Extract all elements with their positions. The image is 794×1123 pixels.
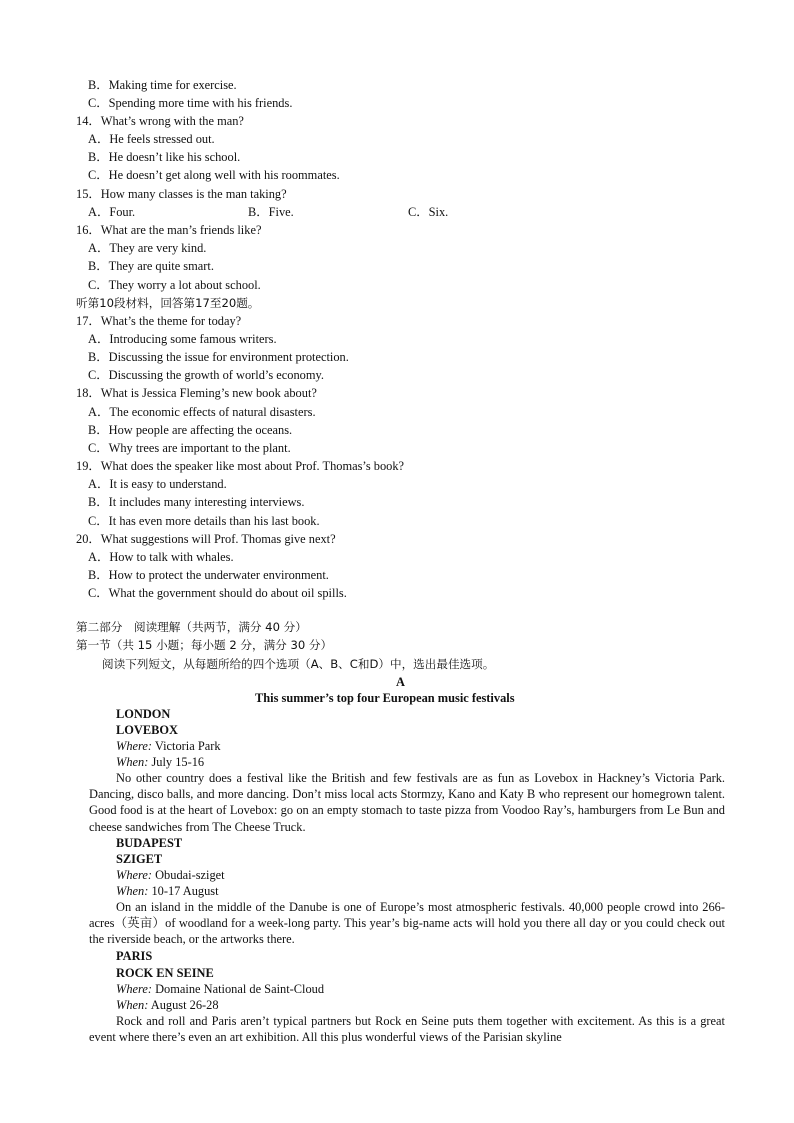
where-label: Where: bbox=[116, 739, 153, 753]
when-value: 10-17 August bbox=[148, 884, 219, 898]
option-c: C．Why trees are important to the plant. bbox=[88, 441, 291, 455]
question-stem: 16．What are the man’s friends like? bbox=[76, 223, 262, 237]
when-label: When: bbox=[116, 755, 149, 769]
question-stem: 15．How many classes is the man taking? bbox=[76, 187, 287, 201]
listening-instruction: 听第10段材料，回答第17至20题。 bbox=[76, 296, 260, 310]
when-label: When: bbox=[116, 998, 149, 1012]
festival-when bbox=[116, 883, 219, 899]
option-b: B．How people are affecting the oceans. bbox=[88, 423, 293, 437]
festival-description: Rock and roll and Paris aren’t typical partners but Rock en Seine puts them together with excitement. As this is a great event where there’s even an art exhibition. All this plus wonderful views of the Parisian skyline bbox=[89, 1014, 725, 1045]
option-b: B．Discussing the issue for environment protection. bbox=[88, 350, 349, 364]
festival-city: PARIS bbox=[116, 949, 153, 963]
question-stem: 19．What does the speaker like most about Prof. Thomas’s book? bbox=[76, 459, 405, 473]
festival-description: On an island in the middle of the Danube is one of Europe’s most atmospheric festivals. 40,000 people crowd into 266-acres（英亩）of woodland for a week-long party. This year’s big-name acts will hold you there all day or you could check out the riverside beach, or the artworks there. bbox=[89, 900, 725, 947]
festival-name: LOVEBOX bbox=[116, 723, 178, 737]
reading-instruction: 阅读下列短文，从每题所给的四个选项（A、B、C和D）中，选出最佳选项。 bbox=[102, 657, 495, 671]
where-label: Where: bbox=[116, 982, 153, 996]
festival-where bbox=[116, 981, 324, 997]
festival-name: SZIGET bbox=[116, 852, 163, 866]
option-b: B．They are quite smart. bbox=[88, 259, 214, 273]
passage-title: This summer’s top four European music festivals bbox=[255, 691, 515, 705]
where-value: Domaine National de Saint-Cloud bbox=[152, 982, 325, 996]
festival-where bbox=[116, 867, 225, 883]
option-a: A．Introducing some famous writers. bbox=[88, 332, 277, 346]
passage-letter: A bbox=[396, 675, 405, 689]
festival-city: BUDAPEST bbox=[116, 836, 183, 850]
option-c: C．He doesn’t get along well with his roommates. bbox=[88, 168, 340, 182]
festival-description: No other country does a festival like the British and few festivals are as fun as Lovebox in Hackney’s Victoria Park. Dancing, disco balls, and more dancing. Don’t miss local acts Stormzy, Kano and Katy B who represent our homegrown talent. Good food is at the heart of Lovebox: go on an empty stomach to taste pizza from Voodoo Ray’s, hamburgers from Le Bun and cheese sandwiches from The Cheese Truck. bbox=[89, 771, 725, 834]
part-two-heading: 第二部分 阅读理解（共两节，满分 40 分） bbox=[76, 620, 307, 634]
festival-when bbox=[116, 754, 204, 770]
option-a: A．The economic effects of natural disasters. bbox=[88, 405, 316, 419]
festival-name: ROCK EN SEINE bbox=[116, 966, 214, 980]
option-a: A．It is easy to understand. bbox=[88, 477, 227, 491]
where-value: Victoria Park bbox=[152, 739, 221, 753]
option-c: C．Discussing the growth of world’s economy. bbox=[88, 368, 324, 382]
option-b: B．It includes many interesting interviews. bbox=[88, 495, 305, 509]
section-one-heading: 第一节（共 15 小题；每小题 2 分，满分 30 分） bbox=[76, 638, 333, 652]
option-b: B．Making time for exercise. bbox=[88, 78, 237, 92]
option-a: A．He feels stressed out. bbox=[88, 132, 215, 146]
option-c: C．Spending more time with his friends. bbox=[88, 96, 293, 110]
festival-when bbox=[116, 997, 219, 1013]
option-b: B．How to protect the underwater environment. bbox=[88, 568, 329, 582]
festival-where bbox=[116, 738, 221, 754]
option-b: B．He doesn’t like his school. bbox=[88, 150, 241, 164]
when-value: August 26-28 bbox=[148, 998, 219, 1012]
festival-city: LONDON bbox=[116, 707, 171, 721]
question-stem: 20．What suggestions will Prof. Thomas give next? bbox=[76, 532, 336, 546]
question-stem: 14．What’s wrong with the man? bbox=[76, 114, 244, 128]
option-c: C．Six. bbox=[408, 205, 449, 219]
when-value: July 15-16 bbox=[148, 755, 205, 769]
option-a: A．How to talk with whales. bbox=[88, 550, 234, 564]
option-c: C．They worry a lot about school. bbox=[88, 278, 261, 292]
option-a: A．Four. bbox=[88, 205, 136, 219]
question-stem: 18．What is Jessica Fleming’s new book about? bbox=[76, 386, 317, 400]
when-label: When: bbox=[116, 884, 149, 898]
where-value: Obudai-sziget bbox=[152, 868, 225, 882]
question-stem: 17．What’s the theme for today? bbox=[76, 314, 242, 328]
where-label: Where: bbox=[116, 868, 153, 882]
option-c: C．It has even more details than his last book. bbox=[88, 514, 320, 528]
option-a: A．They are very kind. bbox=[88, 241, 207, 255]
option-b: B．Five. bbox=[248, 205, 294, 219]
option-c: C．What the government should do about oil spills. bbox=[88, 586, 347, 600]
